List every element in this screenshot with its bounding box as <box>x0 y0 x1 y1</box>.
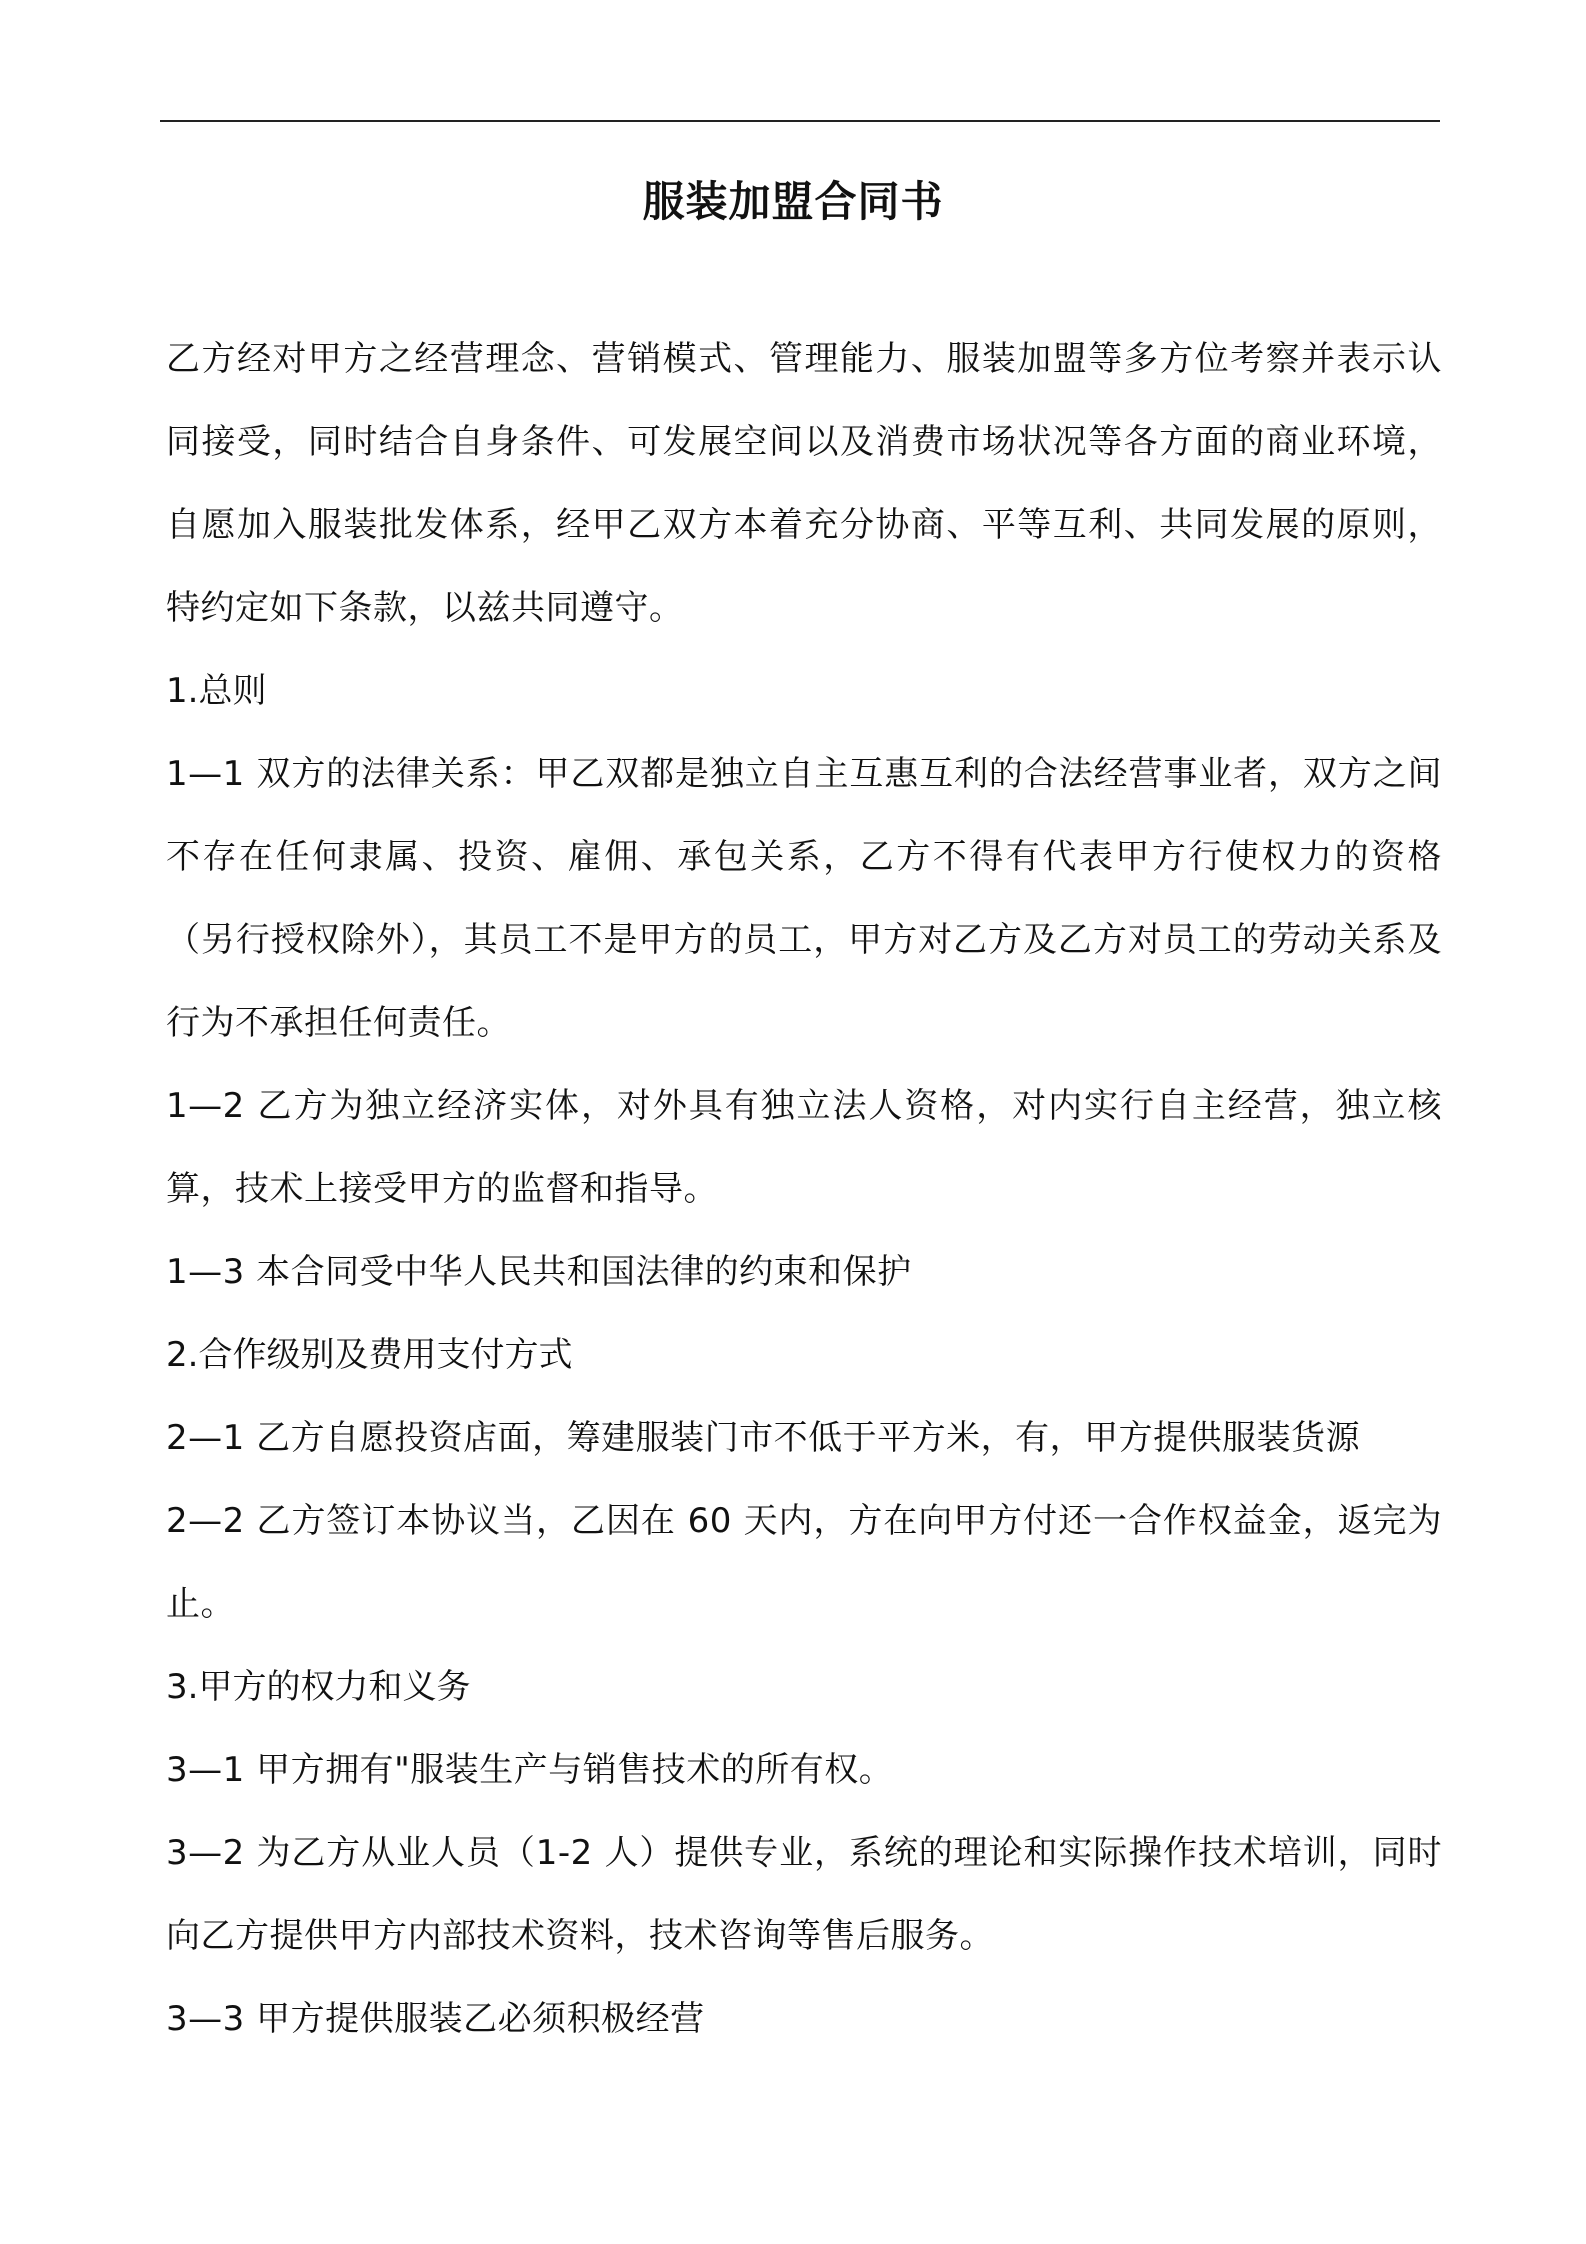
clause-2-1: 2—1 乙方自愿投资店面，筹建服装门市不低于平方米，有，甲方提供服装货源 <box>166 1418 1361 1458</box>
clause-2-2: 2—2 乙方签订本协议当，乙因在 60 天内，方在向甲方付还一合作权益金，返完为止。 <box>166 1501 1442 1624</box>
section-heading-general: 1.总则 <box>166 671 267 711</box>
intro-paragraph: 乙方经对甲方之经营理念、营销模式、管理能力、服装加盟等多方位考察并表示认同接受，同时结合自身条件、可发展空间以及消费市场状况等各方面的商业环境，自愿加入服装批发体系，经甲乙双方本着充分协商、平等互利、共同发展的原则，特约定如下条款，以兹共同遵守。 <box>166 339 1442 628</box>
section-heading-party-a: 3.甲方的权力和义务 <box>166 1667 471 1707</box>
clause-3-2: 3—2 为乙方从业人员（1-2 人）提供专业，系统的理论和实际操作技术培训，同时向乙方提供甲方内部技术资料，技术咨询等售后服务。 <box>166 1833 1442 1956</box>
document-body <box>166 318 1442 2061</box>
clause-3-1: 3—1 甲方拥有"服装生产与销售技术的所有权。 <box>166 1750 894 1790</box>
header-rule <box>160 120 1440 122</box>
clause-3-3: 3—3 甲方提供服装乙必须积极经营 <box>166 1999 705 2039</box>
clause-1-2: 1—2 乙方为独立经济实体，对外具有独立法人资格，对内实行自主经营，独立核算，技术上接受甲方的监督和指导。 <box>166 1086 1442 1209</box>
clause-1-1: 1—1 双方的法律关系：甲乙双都是独立自主互惠互利的合法经营事业者，双方之间不存在任何隶属、投资、雇佣、承包关系，乙方不得有代表甲方行使权力的资格（另行授权除外），其员工不是甲方的员工，甲方对乙方及乙方对员工的劳动关系及行为不承担任何责任。 <box>166 754 1442 1043</box>
document-title: 服装加盟合同书 <box>642 177 944 226</box>
clause-1-3: 1—3 本合同受中华人民共和国法律的约束和保护 <box>166 1252 912 1292</box>
section-heading-cooperation: 2.合作级别及费用支付方式 <box>166 1335 573 1375</box>
